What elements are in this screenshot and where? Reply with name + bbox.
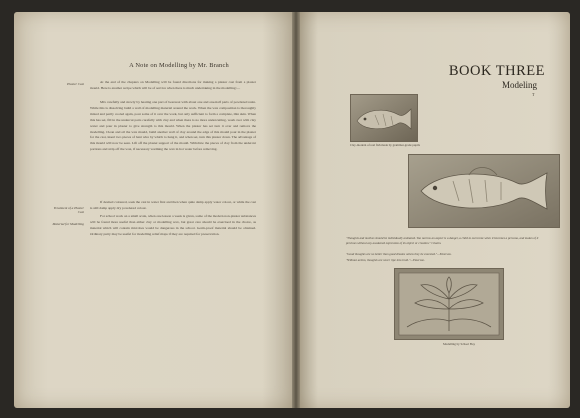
fish-relief-large-icon: [409, 155, 559, 227]
book-title: BOOK THREE: [448, 63, 545, 79]
paragraph-intro: At the end of the chapters on Modelling will be found directions for making a plaster cast from a plaster mould. Here is another recipe which will be of service when there is much undertaking in the modelling:—: [90, 80, 256, 90]
quote-1: "Thoughts and motives should be individually animated. Too narrow an aspect is a danger, a child to overcome when it becomes a persona, and makes of it precious without any awakened expression of its object or creation." Chanin.: [346, 236, 539, 245]
margin-note-treatment: Treatment of a Plaster Cast: [53, 206, 84, 214]
section-title: Modeling: [502, 80, 537, 90]
margin-note-material: Material for Modelling: [52, 222, 84, 226]
fish-relief-icon: [351, 95, 417, 141]
margin-note-plaster-cast: Plaster Cast: [67, 82, 84, 86]
quote-3: "Without action, thoughts are never ripe into truth."—Emerson.: [346, 258, 425, 262]
plate-caption-3: Modelling by School Boy: [442, 342, 476, 346]
paragraph-school-work: For school work on a small scale, when one lesson a week is given, some of the modern non-plaster substances will be found more useful than either clay or modelling wax, but great care should be exercised in the choice, as material which will contain microbes would be dangerous in the school. Germ-proof material should be obtained. Ordinary putty may be useful for modelling relief maps if they are required for preservation.: [90, 214, 256, 236]
quote-2: "Good thoughts are no better than good dreams unless they be executed."—Emerson.: [346, 252, 452, 256]
plate-fish-small: [350, 94, 418, 142]
book-gutter: [292, 12, 300, 408]
foliage-relief-icon: [395, 269, 503, 339]
essay-title: A Note on Modelling by Mr. Branch: [129, 62, 229, 69]
paragraph-colouring: If desired coloured, soak the cast in water first and then when quite damp apply water colour, or while the cast is still damp apply dry powdered colour.: [90, 200, 256, 210]
paragraph-method: Mix carefully and slowly by heating one part of beeswax with about one and one-half parts of powdered resin. While this is dissolving build a wall of modelling material around the work. When the wax composition is thoroughly mixed and partly cooled again, pour some of it over the work, but only sufficient to form a complete, thin skin. When this has set, fill in the undercut parts carefully with clay and when there is no more undercutting, wash over with clay water and pour in plaster to give strength to this mould. When the plaster has set turn it over and remove the modelling. Clean and oil the wax mould, build another wall of clay around the edge of this mould pour in the plaster for the cast, insert two pieces of bent wire by which to hang it, and when set, turn this plaster down. The advantage of this mould will now be seen. Lift off the plaster support of the mould. Withdraw the pieces of clay from the undercut portions and strip off the wax, if necessary warming the wax in hot water before removing.: [90, 100, 256, 152]
section-mark: T: [532, 92, 535, 97]
plate-foliage: [394, 268, 504, 340]
plate-fish-large: [408, 154, 560, 228]
plate-caption-1: Clay-modern of real fish made by grammar-grade pupils: [350, 143, 420, 147]
